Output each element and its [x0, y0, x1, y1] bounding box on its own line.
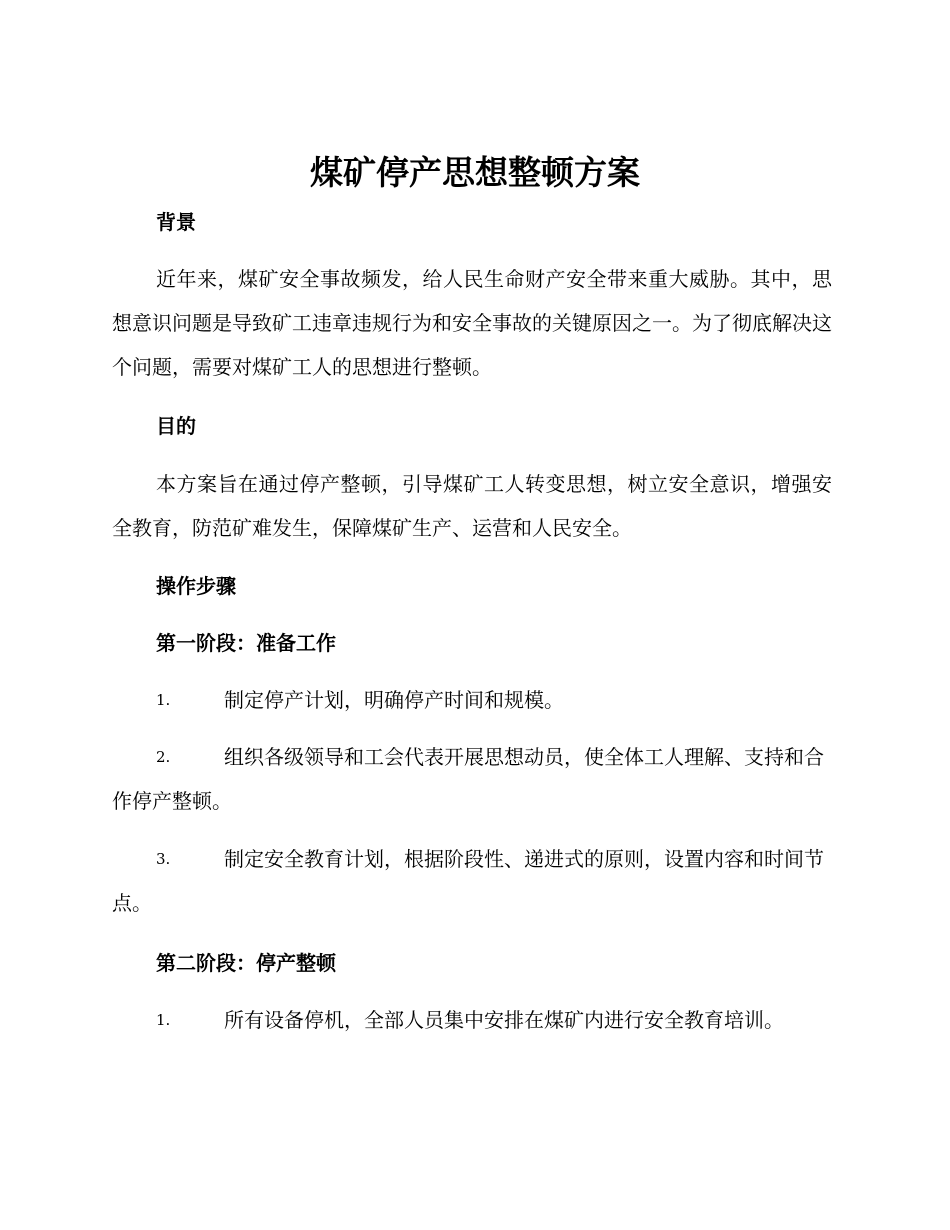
section-heading-steps: 操作步骤 [156, 574, 236, 598]
list-item [112, 735, 832, 823]
section-heading-background: 背景 [156, 210, 196, 234]
paragraph-purpose: 本方案旨在通过停产整顿，引导煤矿工人转变思想，树立安全意识，增强安全教育，防范矿难发生，保障煤矿生产、运营和人民安全。 [112, 472, 832, 540]
list-item [112, 678, 832, 722]
list-item-number: 2. [156, 748, 171, 766]
paragraph-background: 近年来，煤矿安全事故频发，给人民生命财产安全带来重大威胁。其中，思想意识问题是导致矿工违章违规行为和安全事故的关键原因之一。为了彻底解决这个问题，需要对煤矿工人的思想进行整顿。 [112, 267, 832, 379]
section-heading-purpose: 目的 [156, 414, 196, 438]
list-item-text: 制定停产计划，明确停产时间和规模。 [224, 688, 564, 712]
document-title: 煤矿停产思想整顿方案 [310, 153, 640, 192]
list-item-number: 1. [156, 691, 171, 709]
list-item-number: 1. [156, 1011, 171, 1029]
list-item [112, 837, 832, 925]
list-item [112, 998, 832, 1042]
phase-heading-1: 第一阶段：准备工作 [156, 631, 336, 655]
list-item-number: 3. [156, 850, 171, 868]
list-item-text: 制定安全教育计划，根据阶段性、递进式的原则，设置内容和时间节点。 [112, 847, 824, 915]
phase-heading-2: 第二阶段：停产整顿 [156, 951, 336, 975]
list-item-text: 所有设备停机，全部人员集中安排在煤矿内进行安全教育培训。 [224, 1008, 784, 1032]
list-item-text: 组织各级领导和工会代表开展思想动员，使全体工人理解、支持和合作停产整顿。 [112, 745, 824, 813]
